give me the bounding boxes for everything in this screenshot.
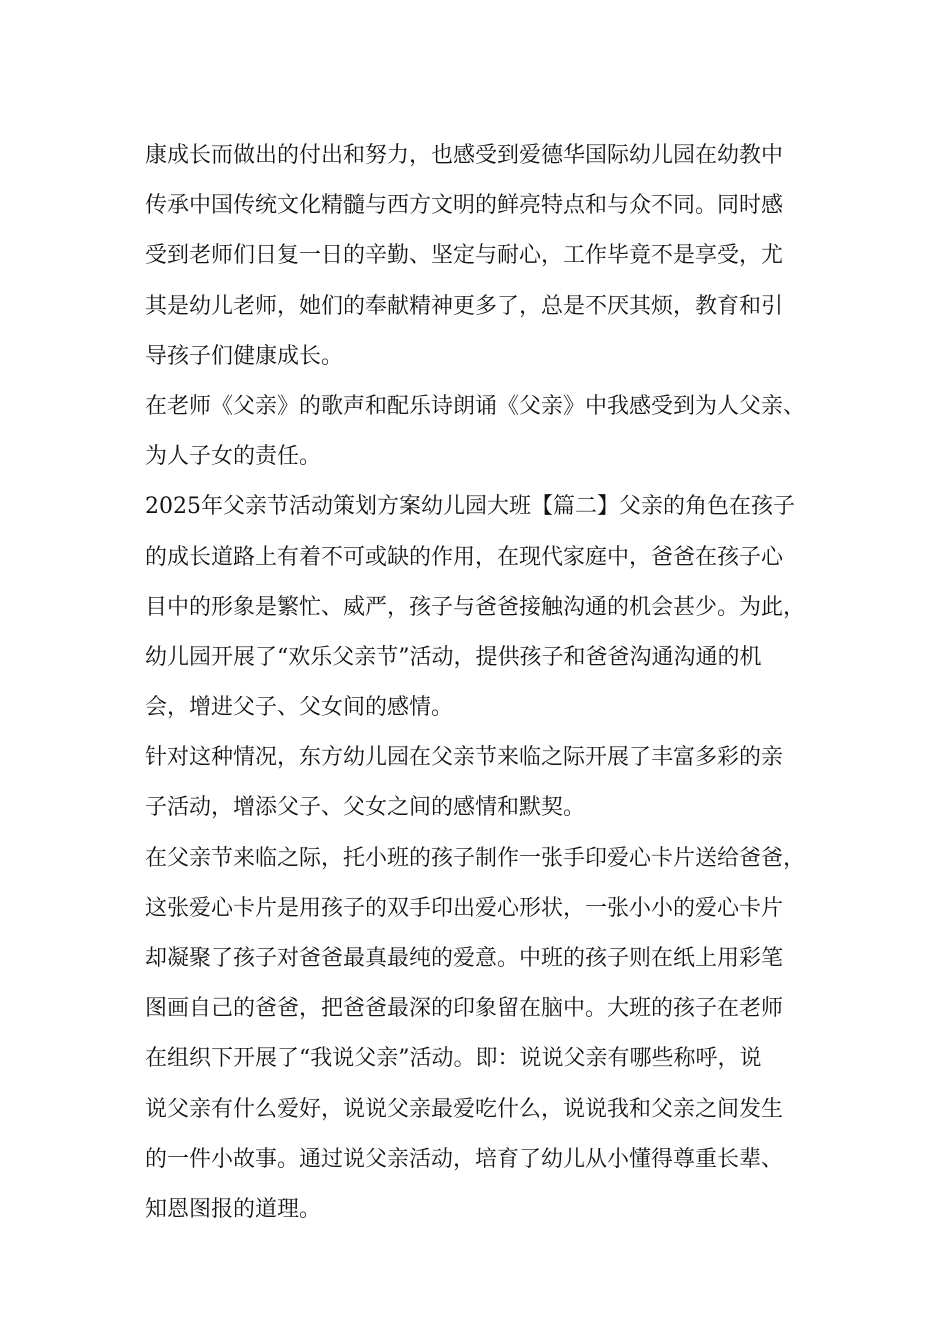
text-line: 导孩子们健康成长。 xyxy=(145,343,344,369)
text-line: 幼儿园开展了“欢乐父亲节”活动，提供孩子和爸爸沟通沟通的机 xyxy=(145,644,762,670)
text-line: 其是幼儿老师，她们的奉献精神更多了，总是不厌其烦，教育和引 xyxy=(145,293,784,319)
document-body xyxy=(145,131,810,1235)
text-line: 的成长道路上有着不可或缺的作用，在现代家庭中，爸爸在孩子心 xyxy=(145,544,784,570)
text-line: 会，增进父子、父女间的感情。 xyxy=(145,695,454,721)
text-line: 目中的形象是繁忙、威严，孩子与爸爸接触沟通的机会甚少。为此， xyxy=(145,594,806,620)
text-line: 却凝聚了孩子对爸爸最真最纯的爱意。中班的孩子则在纸上用彩笔 xyxy=(145,946,784,971)
text-line: 传承中国传统文化精髓与西方文明的鲜亮特点和与众不同。同时感 xyxy=(145,193,784,219)
text-line: 说父亲有什么爱好，说说父亲最爱吃什么，说说我和父亲之间发生 xyxy=(145,1096,784,1122)
text-line: 这张爱心卡片是用孩子的双手印出爱心形状，一张小小的爱心卡片 xyxy=(145,895,784,921)
text-line: 在组织下开展了“我说父亲”活动。即：说说父亲有哪些称呼，说 xyxy=(145,1046,762,1072)
text-line: 在父亲节来临之际，托小班的孩子制作一张手印爱心卡片送给爸爸， xyxy=(145,845,806,871)
text-line: 受到老师们日复一日的辛勤、坚定与耐心，工作毕竟不是享受，尤 xyxy=(145,243,784,269)
text-line: 的一件小故事。通过说父亲活动，培育了幼儿从小懂得尊重长辈、 xyxy=(145,1146,784,1172)
text-line: 知恩图报的道理。 xyxy=(145,1196,322,1222)
text-line: 在老师《父亲》的歌声和配乐诗朗诵《父亲》中我感受到为人父亲、 xyxy=(145,393,806,419)
text-line: 康成长而做出的付出和努力，也感受到爱德华国际幼儿园在幼教中 xyxy=(145,143,784,168)
text-line: 图画自己的爸爸，把爸爸最深的印象留在脑中。大班的孩子在老师 xyxy=(145,996,784,1022)
text-line: 为人子女的责任。 xyxy=(145,444,322,470)
text-line: 2025年父亲节活动策划方案幼儿园大班【篇二】父亲的角色在孩子 xyxy=(145,494,795,520)
text-line: 针对这种情况，东方幼儿园在父亲节来临之际开展了丰富多彩的亲 xyxy=(145,745,784,771)
text-line: 子活动，增添父子、父女之间的感情和默契。 xyxy=(145,795,586,821)
